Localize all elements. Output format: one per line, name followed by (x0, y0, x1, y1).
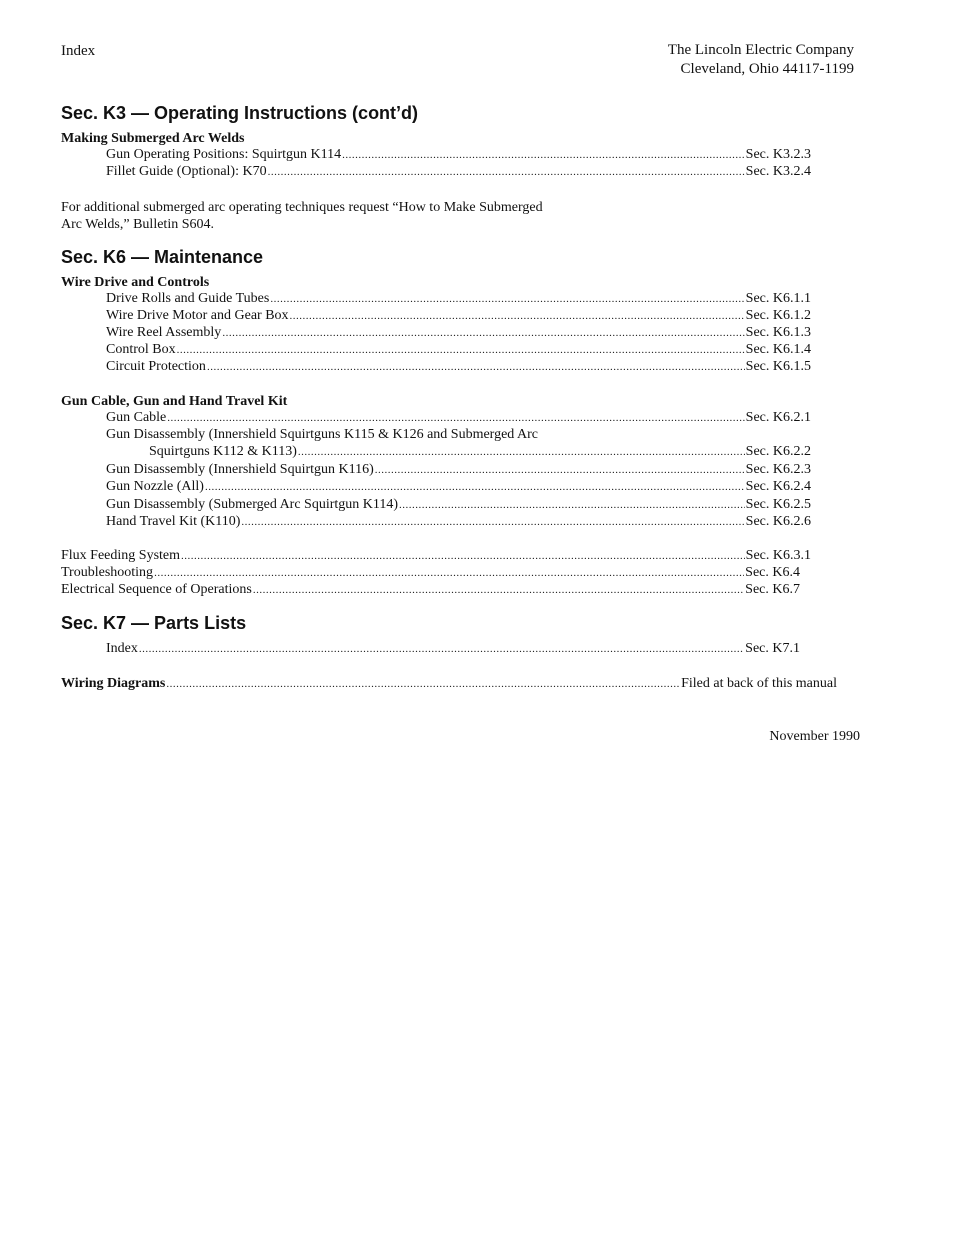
toc-entry[interactable] (61, 581, 800, 598)
toc-label: Squirtguns K112 & K113) (149, 444, 297, 459)
note-line: For additional submerged arc operating techniques request “How to Make Submerged (61, 200, 543, 215)
toc-ref: Sec. K6.1.1 (745, 291, 811, 306)
company-address: Cleveland, Ohio 44117-1199 (680, 61, 854, 77)
toc-entry[interactable] (106, 358, 811, 375)
toc-entry[interactable] (61, 547, 811, 564)
toc-label: Wiring Diagrams (61, 676, 166, 691)
subheading-submerged-arc: Making Submerged Arc Welds (61, 131, 245, 146)
leader-dots (177, 342, 745, 359)
toc-entry[interactable] (106, 640, 800, 657)
toc-ref: Sec. K6.7 (745, 582, 800, 597)
toc-label: Gun Nozzle (All) (106, 479, 204, 494)
toc-ref: Sec. K6.1.3 (745, 325, 811, 340)
toc-ref: Sec. K6.1.4 (745, 342, 811, 357)
toc-ref: Sec. K7.1 (745, 641, 800, 656)
leader-dots (399, 497, 745, 514)
toc-ref: Sec. K3.2.3 (745, 147, 811, 162)
toc-ref: Sec. K6.4 (745, 565, 800, 580)
toc-label: Drive Rolls and Guide Tubes (106, 291, 270, 306)
toc-ref: Sec. K6.1.2 (745, 308, 811, 323)
toc-entry[interactable] (106, 146, 811, 163)
publication-date: November 1990 (769, 729, 860, 744)
toc-entry[interactable] (106, 496, 811, 513)
toc-entry[interactable] (106, 461, 811, 478)
toc-ref: Sec. K6.2.6 (745, 514, 811, 529)
toc-label: Electrical Sequence of Operations (61, 582, 252, 597)
toc-label: Troubleshooting (61, 565, 154, 580)
page-section-label: Index (61, 43, 96, 59)
toc-ref: Sec. K6.2.5 (745, 497, 811, 512)
toc-label: Gun Cable (106, 410, 167, 425)
leader-dots (268, 164, 745, 181)
section-title-k7: Sec. K7 — Parts Lists (61, 613, 247, 633)
toc-ref: Sec. K3.2.4 (745, 164, 811, 179)
toc-label: Wire Reel Assembly (106, 325, 222, 340)
toc-entry[interactable] (106, 324, 811, 341)
leader-dots (342, 147, 745, 164)
note-line: Arc Welds,” Bulletin S604. (61, 217, 214, 232)
toc-label: Flux Feeding System (61, 548, 181, 563)
toc-label-line1[interactable]: Gun Disassembly (Innershield Squirtguns K115 & K126 and Submerged Arc (106, 427, 539, 442)
toc-entry[interactable] (106, 163, 811, 180)
leader-dots (270, 291, 744, 308)
leader-dots (207, 359, 745, 376)
leader-dots (139, 641, 744, 658)
leader-dots (181, 548, 745, 565)
toc-entry[interactable] (106, 307, 811, 324)
toc-entry[interactable] (106, 478, 811, 495)
toc-ref: Sec. K6.3.1 (745, 548, 811, 563)
toc-label: Gun Disassembly (Innershield Squirtgun K116) (106, 462, 374, 477)
toc-label: Control Box (106, 342, 176, 357)
toc-ref: Sec. K6.2.1 (745, 410, 811, 425)
toc-entry[interactable] (106, 409, 811, 426)
toc-label: Gun Operating Positions: Squirtgun K114 (106, 147, 342, 162)
toc-ref: Filed at back of this manual (681, 676, 837, 691)
leader-dots (205, 479, 745, 496)
toc-entry[interactable] (106, 513, 811, 530)
toc-ref: Sec. K6.2.4 (745, 479, 811, 494)
leader-dots (222, 325, 744, 342)
toc-entry[interactable] (106, 341, 811, 358)
company-block (668, 41, 854, 79)
leader-dots (154, 565, 744, 582)
company-name: The Lincoln Electric Company (667, 42, 854, 58)
toc-entry[interactable] (106, 290, 811, 307)
toc-ref: Sec. K6.2.2 (745, 444, 811, 459)
toc-entry-wiring[interactable] (61, 675, 837, 692)
toc-label: Gun Disassembly (Submerged Arc Squirtgun K114) (106, 497, 399, 512)
toc-label: Hand Travel Kit (K110) (106, 514, 241, 529)
leader-dots (253, 582, 744, 599)
toc-entry[interactable] (149, 443, 811, 460)
toc-label: Circuit Protection (106, 359, 206, 374)
subheading-wire-drive: Wire Drive and Controls (61, 275, 210, 290)
leader-dots (375, 462, 745, 479)
section-title-k3: Sec. K3 — Operating Instructions (cont’d) (61, 103, 419, 123)
leader-dots (298, 444, 745, 461)
section-title-k6: Sec. K6 — Maintenance (61, 247, 264, 267)
leader-dots (167, 410, 744, 427)
toc-entry[interactable] (61, 564, 800, 581)
leader-dots (241, 514, 744, 531)
toc-label: Index (106, 641, 138, 656)
leader-dots (166, 676, 680, 693)
toc-ref: Sec. K6.1.5 (745, 359, 811, 374)
subheading-gun-cable: Gun Cable, Gun and Hand Travel Kit (61, 394, 288, 409)
toc-label: Fillet Guide (Optional): K70 (106, 164, 267, 179)
toc-ref: Sec. K6.2.3 (745, 462, 811, 477)
leader-dots (290, 308, 745, 325)
toc-label: Wire Drive Motor and Gear Box (106, 308, 289, 323)
